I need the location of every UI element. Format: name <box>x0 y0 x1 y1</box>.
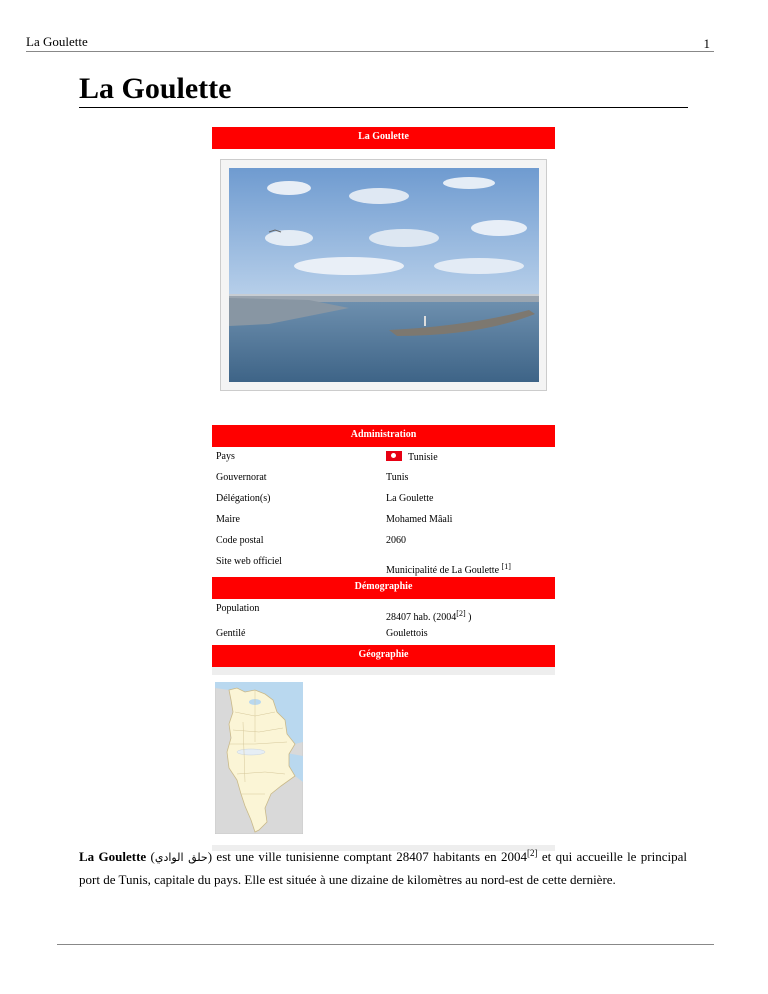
ref-1[interactable]: [1] <box>501 562 511 571</box>
link-tunis[interactable]: Tunis <box>386 472 409 483</box>
row-maire <box>212 510 555 531</box>
value-delegation: La Goulette <box>386 493 434 504</box>
ref-2[interactable]: [2] <box>456 609 466 618</box>
arabic-name: حلق الوادي <box>154 851 208 864</box>
row-gentile <box>212 624 555 645</box>
geo-band <box>212 667 555 675</box>
value-code-postal: 2060 <box>386 535 406 546</box>
intro-paragraph: La Goulette (حلق الوادي) est une ville tunisienne comptant 28407 habitants en 2004[2] et qui accueille le principal port de Tunis, capitale du pays. Elle est située à une dizaine de kilomètres au nord-est de cette dernière. <box>79 848 687 887</box>
intro-text-b: et qui accueille le principal port de Tunis, capitale du pays. Elle est située à une dizaine de kilomètres au nord-est de cette dernière. <box>79 849 687 887</box>
population-close: ) <box>465 612 472 623</box>
section-administration: Administration <box>212 425 555 447</box>
link-tunisie[interactable]: Tunisie <box>408 452 438 463</box>
label-code-postal: Code postal <box>216 535 264 546</box>
row-gouvernorat <box>212 468 555 489</box>
header-rule <box>26 51 714 52</box>
running-header: La Goulette <box>26 34 88 49</box>
label-population: Population <box>216 603 260 614</box>
link-site-web[interactable]: Municipalité de La Goulette <box>386 565 500 576</box>
label-pays: Pays <box>216 451 235 462</box>
label-delegation: Délégation(s) <box>216 493 271 504</box>
value-pays <box>386 451 438 463</box>
population-text: 28407 hab. (2004 <box>386 612 457 623</box>
infobox <box>212 127 555 851</box>
row-code-postal <box>212 531 555 552</box>
harbour-photo[interactable] <box>220 159 547 391</box>
intro-text-a: est une ville tunisienne comptant 28407 habitants en 2004 <box>212 849 528 864</box>
intro-ref-2[interactable]: [2] <box>527 848 538 858</box>
value-maire: Mohamed Mâali <box>386 514 453 525</box>
intro-bold-name: La Goulette <box>79 849 147 864</box>
harbour-photo-image <box>229 168 539 382</box>
row-site-web <box>212 552 555 577</box>
page-title: La Goulette <box>79 72 232 105</box>
row-delegation <box>212 489 555 510</box>
row-population <box>212 599 555 624</box>
page-number: 1 <box>703 36 710 51</box>
title-rule <box>79 107 688 108</box>
row-pays <box>212 447 555 468</box>
map-zone <box>212 675 555 845</box>
tunisia-map[interactable] <box>215 682 303 834</box>
label-gouvernorat: Gouvernorat <box>216 472 267 483</box>
tunisia-flag-icon <box>386 451 402 461</box>
value-gentile: Goulettois <box>386 628 428 639</box>
section-geographie: Géographie <box>212 645 555 667</box>
footer-rule <box>57 944 714 945</box>
value-population <box>386 609 471 623</box>
value-site-web <box>386 562 511 576</box>
section-demographie: Démographie <box>212 577 555 599</box>
photo-area <box>212 149 555 425</box>
label-maire: Maire <box>216 514 240 525</box>
label-gentile: Gentilé <box>216 628 246 639</box>
label-site-web: Site web officiel <box>216 556 282 567</box>
infobox-title: La Goulette <box>212 127 555 149</box>
